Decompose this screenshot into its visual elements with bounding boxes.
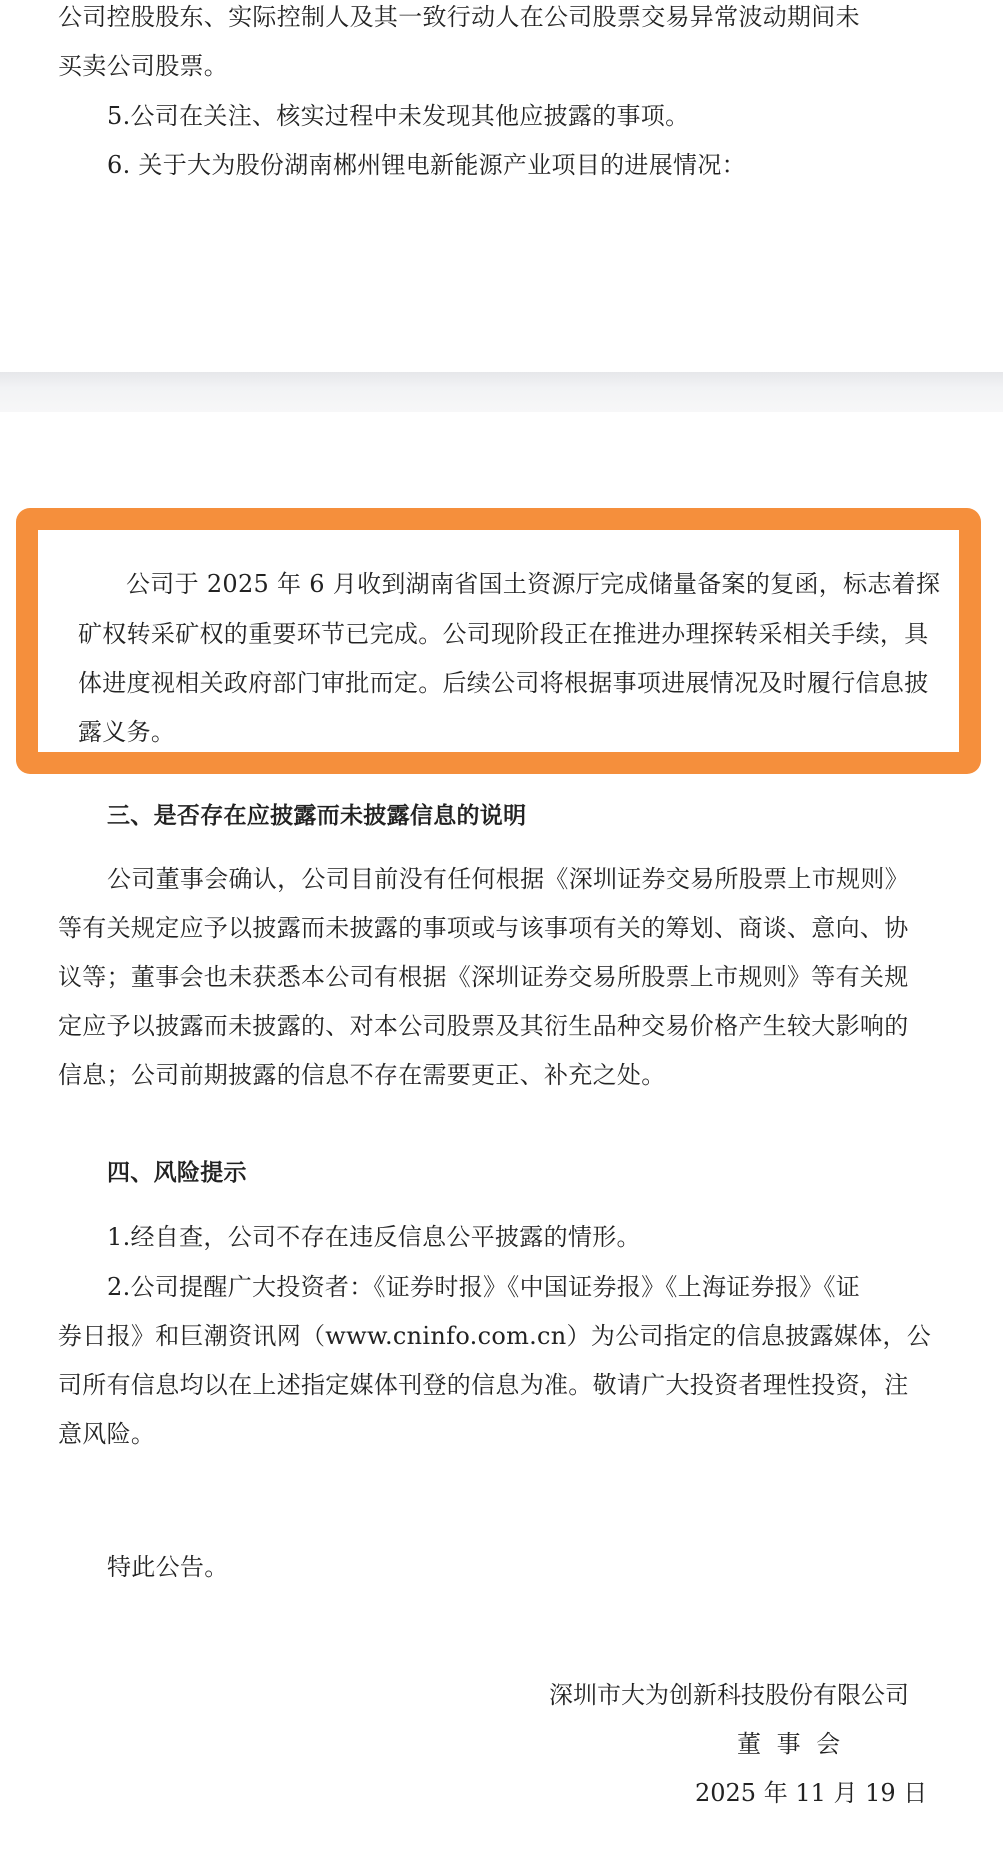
risk-item-1: 1.经自查，公司不存在违反信息公平披露的情形。: [107, 1223, 641, 1251]
paragraph-line: 公司董事会确认，公司目前没有任何根据《深圳证券交易所股票上市规则》: [107, 865, 909, 893]
signature-date: 2025 年 11 月 19 日: [695, 1779, 928, 1807]
page-separator: [0, 372, 1003, 412]
list-item-5: 5.公司在关注、核实过程中未发现其他应披露的事项。: [107, 102, 690, 130]
paragraph-line: 券日报》和巨潮资讯网（www.cninfo.com.cn）为公司指定的信息披露媒体，公: [58, 1322, 932, 1350]
document-page-top: [0, 0, 1003, 372]
section-4-heading: 四、风险提示: [107, 1160, 247, 1186]
paragraph-line: 议等；董事会也未获悉本公司有根据《深圳证券交易所股票上市规则》等有关规: [58, 963, 909, 991]
signature-company: 深圳市大为创新科技股份有限公司: [549, 1681, 909, 1709]
paragraph-line: 等有关规定应予以披露而未披露的事项或与该事项有关的筹划、商谈、意向、协: [58, 914, 909, 942]
risk-item-2: 2.公司提醒广大投资者：《证券时报》《中国证券报》《上海证券报》《证: [107, 1273, 861, 1301]
paragraph-line: 意风险。: [58, 1420, 156, 1448]
highlight-line: 矿权转采矿权的重要环节已完成。公司现阶段正在推进办理探转采相关手续，具: [78, 620, 929, 648]
highlight-line: 体进度视相关政府部门审批而定。后续公司将根据事项进展情况及时履行信息披: [78, 669, 929, 697]
highlight-line: 公司于 2025 年 6 月收到湖南省国土资源厅完成储量备案的复函，标志着探: [126, 570, 941, 598]
highlight-box: [16, 508, 981, 774]
paragraph-line: 司所有信息均以在上述指定媒体刊登的信息为准。敬请广大投资者理性投资，注: [58, 1371, 909, 1399]
paragraph-line: 信息；公司前期披露的信息不存在需要更正、补充之处。: [58, 1061, 666, 1089]
paragraph-line: 公司控股股东、实际控制人及其一致行动人在公司股票交易异常波动期间未: [58, 3, 860, 31]
highlight-line: 露义务。: [78, 718, 176, 746]
list-item-6: 6. 关于大为股份湖南郴州锂电新能源产业项目的进展情况：: [107, 151, 746, 179]
closing-statement: 特此公告。: [107, 1553, 229, 1581]
paragraph-line: 买卖公司股票。: [58, 52, 229, 80]
paragraph-line: 定应予以披露而未披露的、对本公司股票及其衍生品种交易价格产生较大影响的: [58, 1012, 909, 1040]
section-3-heading: 三、是否存在应披露而未披露信息的说明: [107, 803, 527, 829]
signature-board: 董 事 会: [737, 1730, 845, 1758]
